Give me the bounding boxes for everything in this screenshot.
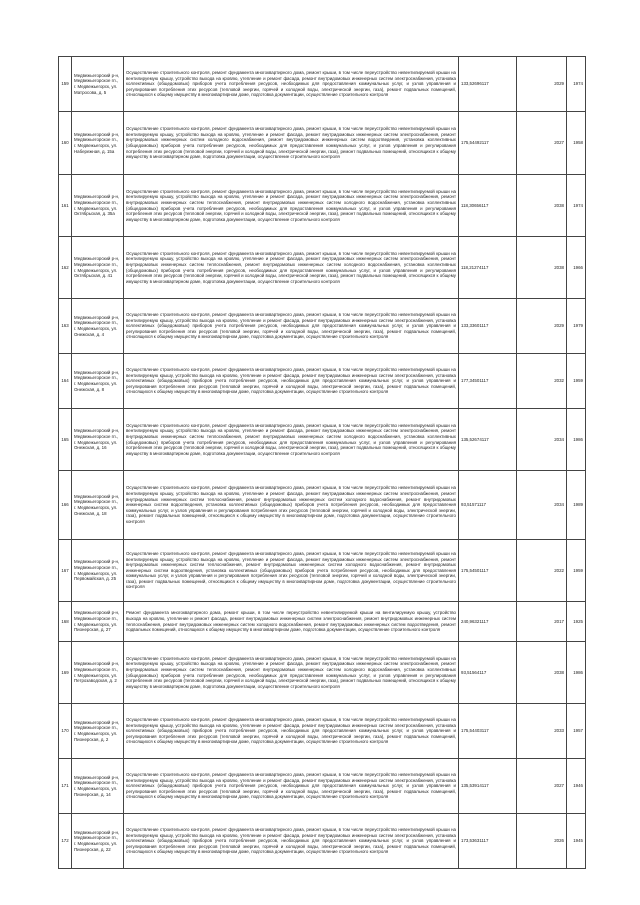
construction-year-cell: 1986 [567,642,586,704]
construction-year-cell: 1974 [567,57,586,112]
planned-year-cell: 2034 [517,471,567,540]
works-description-cell: Осуществление строительного контроля, ремонт фундамента многоквартирного дома, ремонт крыши, в том числе переустройство невентилируемой крыши на вентилируемую крышу, устройство выхода на кровлю, утепление и ремонт фасада, ремонт внутридомовых инженерных систем электроснабжения, ремонт внутридомовых инженерных систем холодного водоснабжения, ремонт внутридомовых инженерных систем водоотведения, установка коллективных (общедомовых) приборов учета потребления ресурсов, необходимых для предоставления коммунальных услуг, и узлов управления и регулирования потребления этих ресурсов (тепловой энергии, горячей и холодной воды, электрической энергии, газа), ремонт подвальных помещений, относящихся к общему имуществу в многоквартирном доме, подготовка документации, осуществление строительного контроля [124,112,459,175]
table-row [59,814,586,869]
planned-year-cell: 2026 [517,814,567,869]
cost-cell: 175,54403117 [459,704,517,759]
planned-year-cell: 2038 [517,237,567,299]
cost-cell: 173,53631117 [459,814,517,869]
works-description-cell: Осуществление строительного контроля, ремонт фундамента многоквартирного дома, ремонт крыши, в том числе переустройство невентилируемой крыши на вентилируемую крышу, устройство выхода на кровлю, утепление и ремонт фасада, ремонт внутридомовых инженерных систем электроснабжения, ремонт внутридомовых инженерных систем теплоснабжения, ремонт внутридомовых инженерных систем холодного водоснабжения, ремонт внутридомовых инженерных систем водоотведения, установка коллективных (общедомовых) приборов учета потребления ресурсов, необходимых для предоставления коммунальных услуг, и узлов управления и регулирования потребления этих ресурсов (тепловой энергии, горячей и холодной воды, электрической энергии, газа), ремонт подвальных помещений, относящихся к общему имуществу в многоквартирном доме, подготовка документации, осуществление строительного контроля [124,540,459,602]
table-row [59,471,586,540]
cost-cell: 135,53914117 [459,759,517,814]
table-row [59,602,586,642]
address-cell: Медвежьегорский р-н, Медвежьегорское гп., г. Медвежьегорск, ул. Пионерская, д. 27 [72,602,124,642]
row-number-cell: 159 [59,57,72,112]
cost-cell: 118,21274117 [459,237,517,299]
table-row [59,299,586,354]
works-description-cell: Осуществление строительного контроля, ремонт фундамента многоквартирного дома, ремонт крыши, в том числе переустройство невентилируемой крыши на вентилируемую крышу, устройство выхода на кровлю, утепление и ремонт фасада, ремонт внутридомовых инженерных систем электроснабжения, установка коллективных (общедомовых) приборов учета потребления ресурсов, необходимых для предоставления коммунальных услуг, и узлов управления и регулирования потребления этих ресурсов (тепловой энергии, горячей и холодной воды, электрической энергии, газа), ремонт подвальных помещений, относящихся к общему имуществу в многоквартирном доме, подготовка документации, осуществление строительного контроля [124,57,459,112]
works-description-cell: Осуществление строительного контроля, ремонт фундамента многоквартирного дома, ремонт крыши, в том числе переустройство невентилируемой крыши на вентилируемую крышу, устройство выхода на кровлю, утепление и ремонт фасада, ремонт внутридомовых инженерных систем электроснабжения, ремонт внутридомовых инженерных систем теплоснабжения, ремонт внутридомовых инженерных систем холодного водоснабжения, установка коллективных (общедомовых) приборов учета потребления ресурсов, необходимых для предоставления коммунальных услуг, и узлов управления и регулирования потребления этих ресурсов (тепловой энергии, горячей и холодной воды, электрической энергии, газа), ремонт подвальных помещений, относящихся к общему имуществу в многоквартирном доме, подготовка документации, осуществление строительного контроля [124,409,459,471]
planned-year-cell: 2038 [517,175,567,237]
document-page [58,56,585,869]
construction-year-cell: 1986 [567,409,586,471]
construction-year-cell: 1974 [567,175,586,237]
row-number-cell: 171 [59,759,72,814]
cost-cell: 93,51564117 [459,642,517,704]
works-description-cell: Осуществление строительного контроля, ремонт фундамента многоквартирного дома, ремонт крыши, в том числе переустройство невентилируемой крыши на вентилируемую крышу, устройство выхода на кровлю, утепление и ремонт фасада, ремонт внутридомовых инженерных систем электроснабжения, установка коллективных (общедомовых) приборов учета потребления ресурсов, необходимых для предоставления коммунальных услуг, и узлов управления и регулирования потребления этих ресурсов (тепловой энергии, горячей и холодной воды, электрической энергии, газа), ремонт подвальных помещений, относящихся к общему имуществу в многоквартирном доме, подготовка документации, осуществление строительного контроля [124,354,459,409]
address-cell: Медвежьегорский р-н, Медвежьегорское гп., г. Медвежьегорск, ул. Матросова, д. 5 [72,57,124,112]
row-number-cell: 165 [59,409,72,471]
address-cell: Медвежьегорский р-н, Медвежьегорское гп., г. Медвежьегорск, ул. Пионерская, д. 2 [72,704,124,759]
planned-year-cell: 2029 [517,299,567,354]
cost-cell: 93,51571117 [459,471,517,540]
row-number-cell: 170 [59,704,72,759]
planned-year-cell: 2027 [517,759,567,814]
planned-year-cell: 2027 [517,112,567,175]
works-description-cell: Ремонт фундамента многоквартирного дома, ремонт крыши, в том числе переустройство невентилируемой крыши на вентилируемую крышу, устройство выхода на кровлю, утепление и ремонт фасада, ремонт внутридомовых инженерных систем электроснабжения, ремонт внутридомовых инженерных систем теплоснабжения, ремонт внутридомовых инженерных систем холодного водоснабжения, ремонт внутридомовых инженерных систем водоотведения, ремонт подвальных помещений, относящихся к общему имуществу в многоквартирном доме, подготовка документации, осуществление строительного контроля [124,602,459,642]
works-description-cell: Осуществление строительного контроля, ремонт фундамента многоквартирного дома, ремонт крыши, в том числе переустройство невентилируемой крыши на вентилируемую крышу, устройство выхода на кровлю, утепление и ремонт фасада, ремонт внутридомовых инженерных систем электроснабжения, ремонт внутридомовых инженерных систем теплоснабжения, ремонт внутридомовых инженерных систем холодного водоснабжения, установка коллективных (общедомовых) приборов учета потребления ресурсов, необходимых для предоставления коммунальных услуг, и узлов управления и регулирования потребления этих ресурсов (тепловой энергии, горячей и холодной воды, электрической энергии, газа), ремонт подвальных помещений, относящихся к общему имуществу в многоквартирном доме, подготовка документации, осуществление строительного контроля [124,237,459,299]
row-number-cell: 160 [59,112,72,175]
table-row [59,704,586,759]
table-row [59,409,586,471]
cost-cell: 175,54492117 [459,112,517,175]
row-number-cell: 169 [59,642,72,704]
works-description-cell: Осуществление строительного контроля, ремонт фундамента многоквартирного дома, ремонт крыши, в том числе переустройство невентилируемой крыши на вентилируемую крышу, устройство выхода на кровлю, утепление и ремонт фасада, ремонт внутридомовых инженерных систем электроснабжения, установка коллективных (общедомовых) приборов учета потребления ресурсов, необходимых для предоставления коммунальных услуг, и узлов управления и регулирования потребления этих ресурсов (тепловой энергии, горячей и холодной воды, электрической энергии, газа), ремонт подвальных помещений, относящихся к общему имуществу в многоквартирном доме, подготовка документации, осуществление строительного контроля [124,704,459,759]
works-description-cell: Осуществление строительного контроля, ремонт фундамента многоквартирного дома, ремонт крыши, в том числе переустройство невентилируемой крыши на вентилируемую крышу, устройство выхода на кровлю, утепление и ремонт фасада, ремонт внутридомовых инженерных систем электроснабжения, установка коллективных (общедомовых) приборов учета потребления ресурсов, необходимых для предоставления коммунальных услуг, и узлов управления и регулирования потребления этих ресурсов (тепловой энергии, горячей и холодной воды, электрической энергии, газа), ремонт подвальных помещений, относящихся к общему имуществу в многоквартирном доме, подготовка документации, осуществление строительного контроля [124,814,459,869]
construction-year-cell: 1946 [567,759,586,814]
cost-cell: 175,54501117 [459,540,517,602]
construction-year-cell: 1958 [567,112,586,175]
table-row [59,759,586,814]
capital-repair-table [58,56,586,869]
table-row [59,540,586,602]
planned-year-cell: 2034 [517,409,567,471]
table-row [59,642,586,704]
construction-year-cell: 1945 [567,814,586,869]
row-number-cell: 166 [59,471,72,540]
table-row [59,354,586,409]
row-number-cell: 163 [59,299,72,354]
construction-year-cell: 1925 [567,602,586,642]
address-cell: Медвежьегорский р-н, Медвежьегорское гп., г. Медвежьегорск, ул. Петрозаводская, д. 2 [72,642,124,704]
works-description-cell: Осуществление строительного контроля, ремонт фундамента многоквартирного дома, ремонт крыши, в том числе переустройство невентилируемой крыши на вентилируемую крышу, устройство выхода на кровлю, утепление и ремонт фасада, ремонт внутридомовых инженерных систем электроснабжения, установка коллективных (общедомовых) приборов учета потребления ресурсов, необходимых для предоставления коммунальных услуг, и узлов управления и регулирования потребления этих ресурсов (тепловой энергии, горячей и холодной воды, электрической энергии, газа), ремонт подвальных помещений, относящихся к общему имуществу в многоквартирном доме, подготовка документации, осуществление строительного контроля [124,759,459,814]
address-cell: Медвежьегорский р-н, Медвежьегорское гп., г. Медвежьегорск, ул. Первомайская, д. 25 [72,540,124,602]
construction-year-cell: 1989 [567,471,586,540]
planned-year-cell: 2017 [517,602,567,642]
row-number-cell: 167 [59,540,72,602]
address-cell: Медвежьегорский р-н, Медвежьегорское гп., г. Медвежьегорск, ул. Онежская, д. 4 [72,299,124,354]
works-description-cell: Осуществление строительного контроля, ремонт фундамента многоквартирного дома, ремонт крыши, в том числе переустройство невентилируемой крыши на вентилируемую крышу, устройство выхода на кровлю, утепление и ремонт фасада, ремонт внутридомовых инженерных систем электроснабжения, ремонт внутридомовых инженерных систем теплоснабжения, ремонт внутридомовых инженерных систем холодного водоснабжения, ремонт внутридомовых инженерных систем водоотведения, установка коллективных (общедомовых) приборов учета потребления ресурсов, необходимых для предоставления коммунальных услуг, и узлов управления и регулирования потребления этих ресурсов (тепловой энергии, горячей и холодной воды, электрической энергии, газа), ремонт подвальных помещений, относящихся к общему имуществу в многоквартирном доме, подготовка документации, осуществление строительного контроля [124,471,459,540]
table-row [59,112,586,175]
address-cell: Медвежьегорский р-н, Медвежьегорское гп., г. Медвежьегорск, ул. Онежская, д. 16 [72,409,124,471]
table-row [59,57,586,112]
address-cell: Медвежьегорский р-н, Медвежьегорское гп., г. Медвежьегорск, ул. Пионерская, д. 14 [72,759,124,814]
planned-year-cell: 2038 [517,642,567,704]
construction-year-cell: 1979 [567,299,586,354]
address-cell: Медвежьегорский р-н, Медвежьегорское гп., г. Медвежьегорск, ул. Онежская, д. 8 [72,354,124,409]
table-body [59,57,586,869]
address-cell: Медвежьегорский р-н, Медвежьегорское гп., г. Медвежьегорск, ул. Пионерская, д. 22 [72,814,124,869]
row-number-cell: 162 [59,237,72,299]
works-description-cell: Осуществление строительного контроля, ремонт фундамента многоквартирного дома, ремонт крыши, в том числе переустройство невентилируемой крыши на вентилируемую крышу, устройство выхода на кровлю, утепление и ремонт фасада, ремонт внутридомовых инженерных систем электроснабжения, установка коллективных (общедомовых) приборов учета потребления ресурсов, необходимых для предоставления коммунальных услуг, и узлов управления и регулирования потребления этих ресурсов (тепловой энергии, горячей и холодной воды, электрической энергии, газа), ремонт подвальных помещений, относящихся к общему имуществу в многоквартирном доме, подготовка документации, осуществление строительного контроля [124,299,459,354]
planned-year-cell: 2029 [517,57,567,112]
row-number-cell: 172 [59,814,72,869]
construction-year-cell: 1959 [567,354,586,409]
table-row [59,175,586,237]
table-row [59,237,586,299]
planned-year-cell: 2022 [517,540,567,602]
row-number-cell: 168 [59,602,72,642]
cost-cell: 135,52674117 [459,409,517,471]
address-cell: Медвежьегорский р-н, Медвежьегорское гп., г. Медвежьегорск, ул. Октябрьская, д. 41 [72,237,124,299]
row-number-cell: 164 [59,354,72,409]
address-cell: Медвежьегорский р-н, Медвежьегорское гп., г. Медвежьегорск, ул. Набережная, д. 15а [72,112,124,175]
row-number-cell: 161 [59,175,72,237]
cost-cell: 118,30656117 [459,175,517,237]
planned-year-cell: 2033 [517,704,567,759]
works-description-cell: Осуществление строительного контроля, ремонт фундамента многоквартирного дома, ремонт крыши, в том числе переустройство невентилируемой крыши на вентилируемую крышу, устройство выхода на кровлю, утепление и ремонт фасада, ремонт внутридомовых инженерных систем электроснабжения, ремонт внутридомовых инженерных систем теплоснабжения, ремонт внутридомовых инженерных систем холодного водоснабжения, установка коллективных (общедомовых) приборов учета потребления ресурсов, необходимых для предоставления коммунальных услуг, и узлов управления и регулирования потребления этих ресурсов (тепловой энергии, горячей и холодной воды, электрической энергии, газа), ремонт подвальных помещений, относящихся к общему имуществу в многоквартирном доме, подготовка документации, осуществление строительного контроля [124,642,459,704]
cost-cell: 133,33601117 [459,299,517,354]
construction-year-cell: 1959 [567,540,586,602]
cost-cell: 133,52696117 [459,57,517,112]
construction-year-cell: 1957 [567,704,586,759]
works-description-cell: Осуществление строительного контроля, ремонт фундамента многоквартирного дома, ремонт крыши, в том числе переустройство невентилируемой крыши на вентилируемую крышу, устройство выхода на кровлю, утепление и ремонт фасада, ремонт внутридомовых инженерных систем электроснабжения, ремонт внутридомовых инженерных систем теплоснабжения, ремонт внутридомовых инженерных систем холодного водоснабжения, установка коллективных (общедомовых) приборов учета потребления ресурсов, необходимых для предоставления коммунальных услуг, и узлов управления и регулирования потребления этих ресурсов (тепловой энергии, горячей и холодной воды, электрической энергии, газа), ремонт подвальных помещений, относящихся к общему имуществу в многоквартирном доме, подготовка документации, осуществление строительного контроля [124,175,459,237]
cost-cell: 240,96321117 [459,602,517,642]
construction-year-cell: 1966 [567,237,586,299]
planned-year-cell: 2032 [517,354,567,409]
cost-cell: 177,34501117 [459,354,517,409]
address-cell: Медвежьегорский р-н, Медвежьегорское гп., г. Медвежьегорск, ул. Онежская, д. 18 [72,471,124,540]
address-cell: Медвежьегорский р-н, Медвежьегорское гп., г. Медвежьегорск, ул. Октябрьская, д. 35а [72,175,124,237]
